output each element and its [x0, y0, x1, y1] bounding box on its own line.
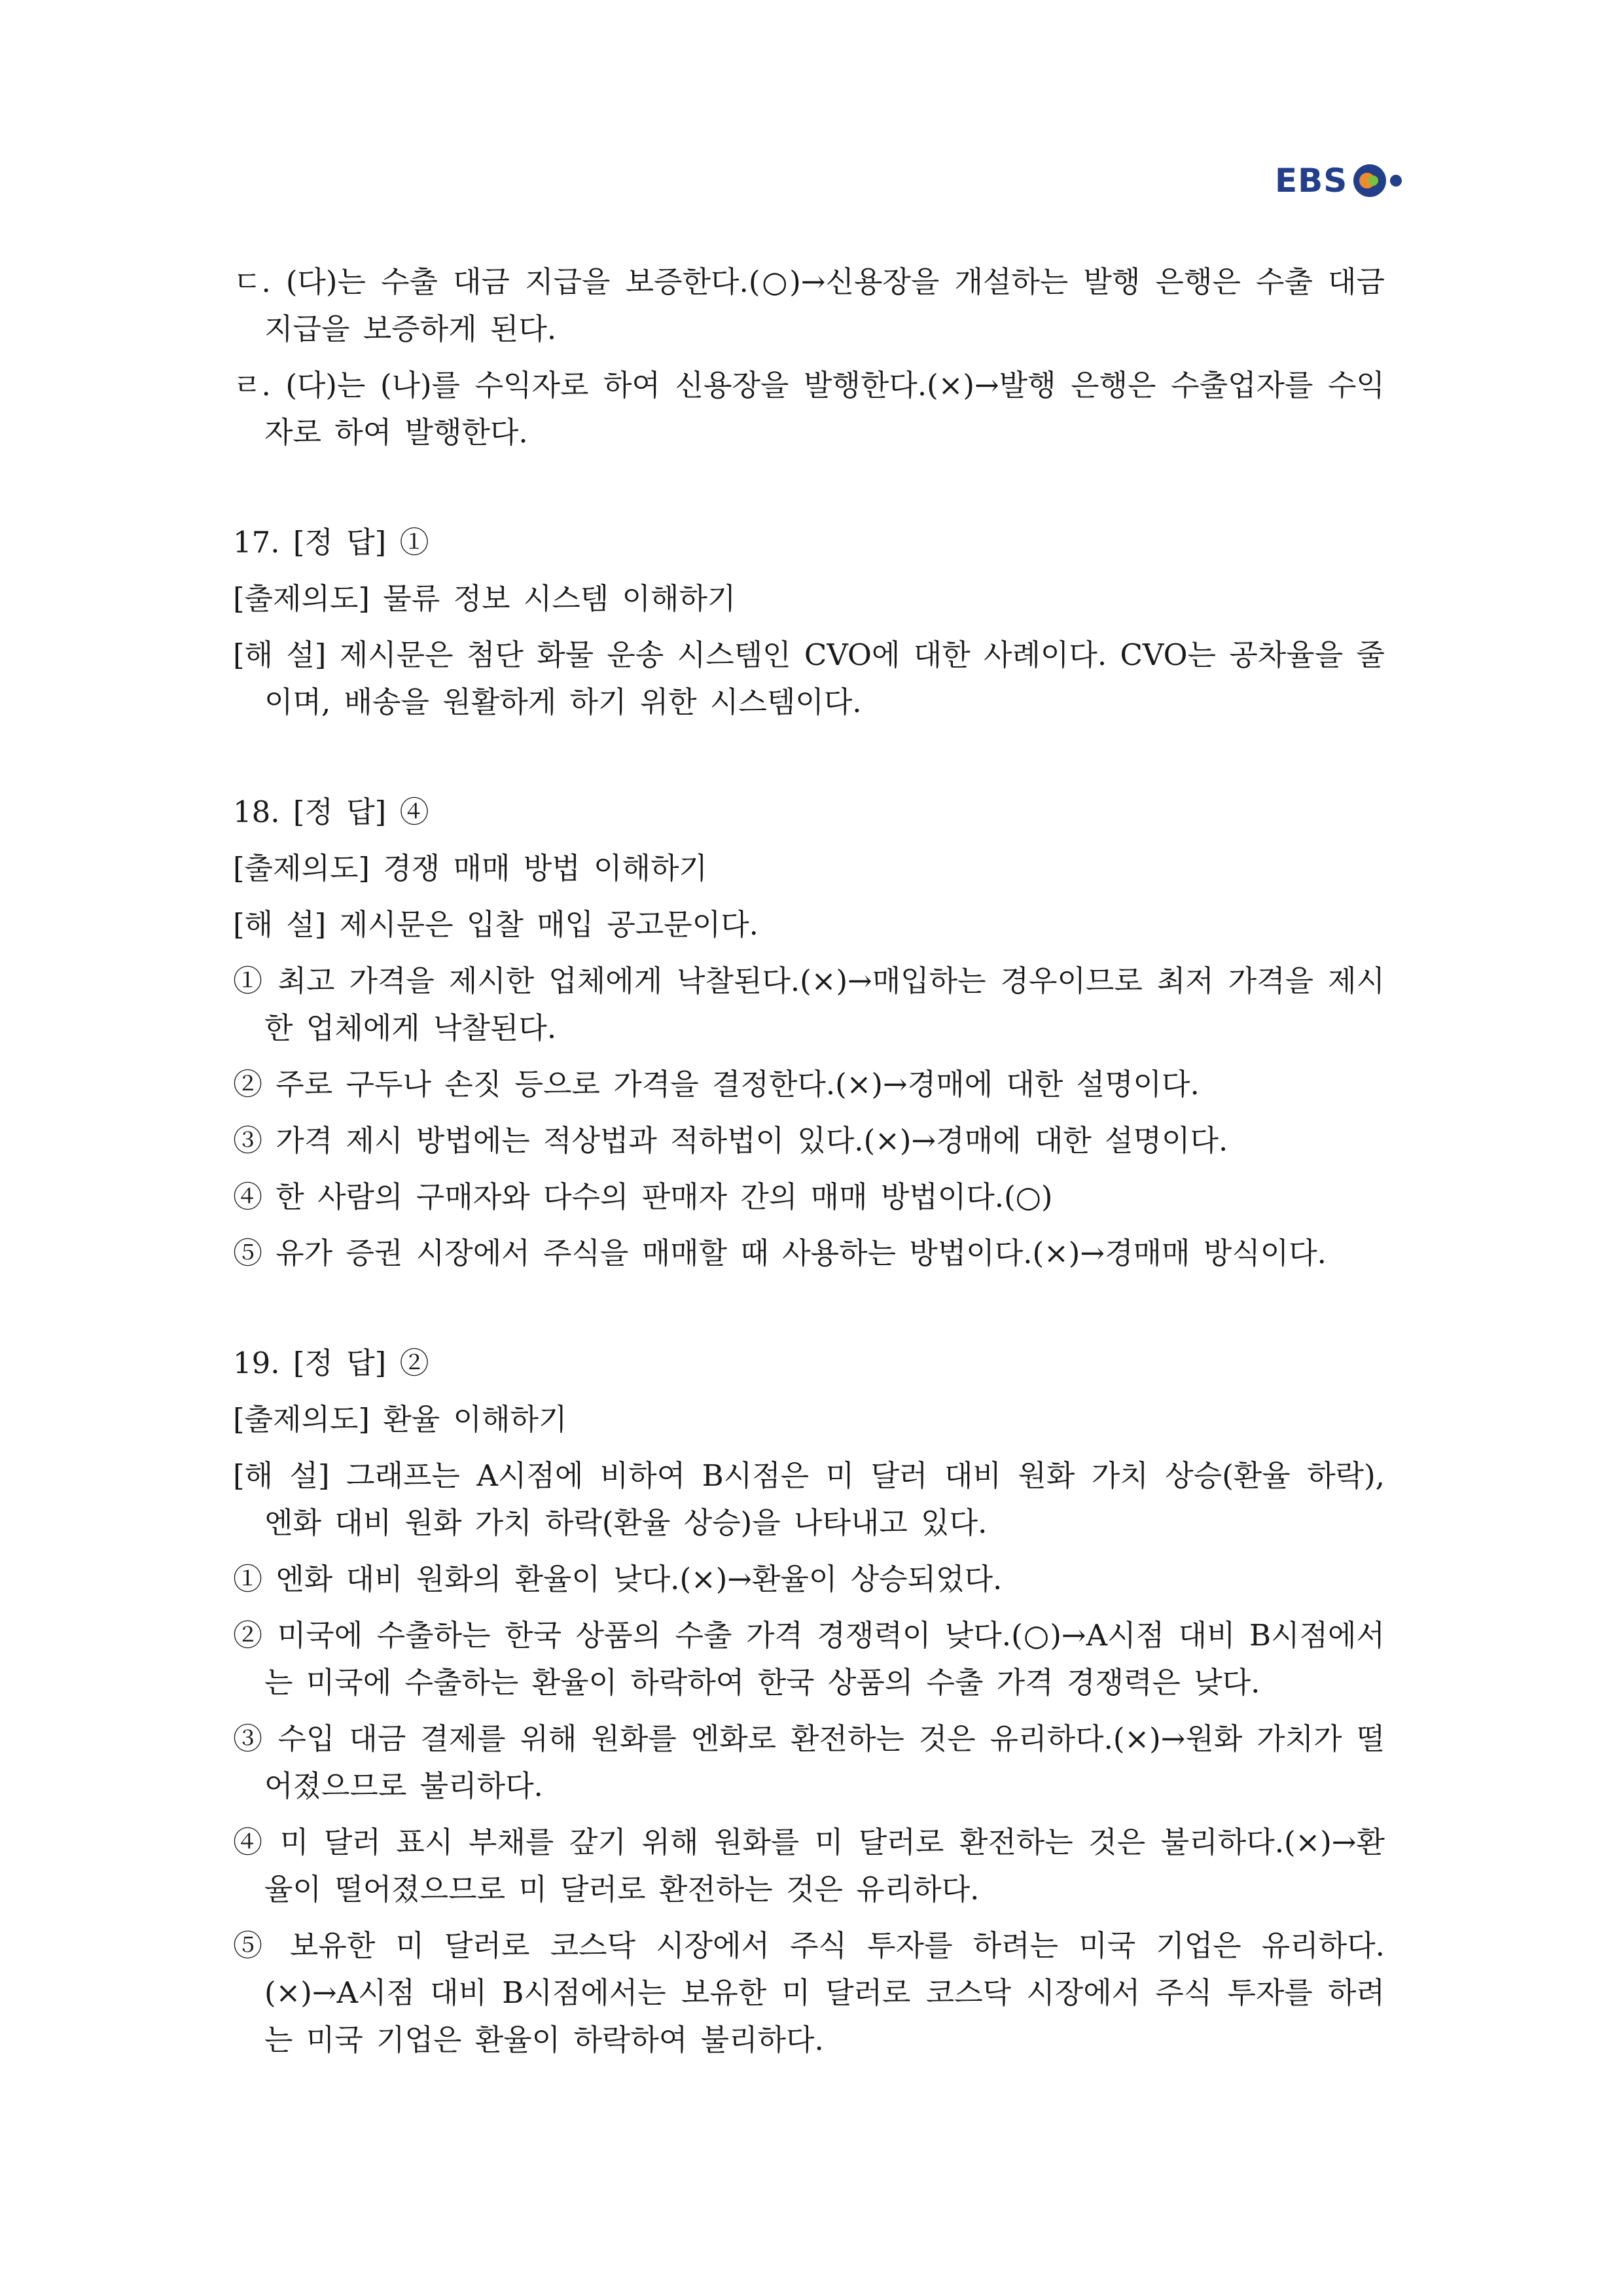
prev-item-d: ㄷ. (다)는 수출 대금 지급을 보증한다.(○)→신용장을 개설하는 발행 은행은 수출 대금 지급을 보증하게 된다.	[233, 264, 1385, 346]
q18-intent: [출제의도] 경쟁 매매 방법 이해하기	[233, 851, 707, 886]
q18-option-3: ③ 가격 제시 방법에는 적상법과 적하법이 있다.(×)→경매에 대한 설명이다.	[233, 1123, 1228, 1158]
q18-option-1: ① 최고 가격을 제시한 업체에게 낙찰된다.(×)→매입하는 경우이므로 최저 가격을 제시한 업체에게 낙찰된다.	[233, 963, 1385, 1045]
answer-explanations	[233, 259, 1385, 2073]
ebs-logo-mark-icon	[1353, 162, 1404, 199]
q19-intent: [출제의도] 환율 이해하기	[233, 1402, 567, 1437]
q18-answer: 18. [정 답] ④	[233, 795, 429, 829]
q17-answer: 17. [정 답] ①	[233, 525, 429, 560]
q19-explanation: [해 설] 그래프는 A시점에 비하여 B시점은 미 달러 대비 원화 가치 상승(환율 하락), 엔화 대비 원화 가치 하락(환율 상승)을 나타내고 있다.	[233, 1458, 1385, 1540]
q18-option-5: ⑤ 유가 증권 시장에서 주식을 매매할 때 사용하는 방법이다.(×)→경매매 방식이다.	[233, 1236, 1327, 1270]
q18-option-2: ② 주로 구두나 손짓 등으로 가격을 결정한다.(×)→경매에 대한 설명이다.	[233, 1067, 1200, 1102]
q19-option-5: ⑤ 보유한 미 달러로 코스닥 시장에서 주식 투자를 하려는 미국 기업은 유리하다.(×)→A시점 대비 B시점에서는 보유한 미 달러로 코스닥 시장에서 주식 투자를 하려는 미국 기업은 환율이 하락하여 불리하다.	[233, 1928, 1385, 2057]
q19-option-1: ① 엔화 대비 원화의 환율이 낮다.(×)→환율이 상승되었다.	[233, 1562, 1003, 1596]
section-gap	[233, 735, 1385, 789]
prev-item-r: ㄹ. (다)는 (나)를 수익자로 하여 신용장을 발행한다.(×)→발행 은행은 수출업자를 수익자로 하여 발행한다.	[233, 368, 1385, 450]
section-gap	[233, 1286, 1385, 1340]
q19-option-3: ③ 수입 대금 결제를 위해 원화를 엔화로 환전하는 것은 유리하다.(×)→원화 가치가 떨어졌으므로 불리하다.	[233, 1721, 1385, 1803]
q17-explanation: [해 설] 제시문은 첨단 화물 운송 시스템인 CVO에 대한 사례이다. CVO는 공차율을 줄이며, 배송을 원활하게 하기 위한 시스템이다.	[233, 637, 1385, 719]
ebs-logo-text: EBS	[1275, 162, 1348, 200]
q17-intent: [출제의도] 물류 정보 시스템 이해하기	[233, 581, 736, 616]
ebs-logo	[1275, 154, 1404, 207]
q18-option-4: ④ 한 사람의 구매자와 다수의 판매자 간의 매매 방법이다.(○)	[233, 1179, 1053, 1214]
q18-explanation: [해 설] 제시문은 입찰 매입 공고문이다.	[233, 907, 758, 942]
q19-answer: 19. [정 답] ②	[233, 1346, 429, 1380]
q19-option-4: ④ 미 달러 표시 부채를 갚기 위해 원화를 미 달러로 환전하는 것은 불리하다.(×)→환율이 떨어졌으므로 미 달러로 환전하는 것은 유리하다.	[233, 1825, 1385, 1907]
q19-option-2: ② 미국에 수출하는 한국 상품의 수출 가격 경쟁력이 낮다.(○)→A시점 대비 B시점에서는 미국에 수출하는 환율이 하락하여 한국 상품의 수출 가격 경쟁력은 낮다.	[233, 1618, 1385, 1700]
section-gap	[233, 465, 1385, 519]
